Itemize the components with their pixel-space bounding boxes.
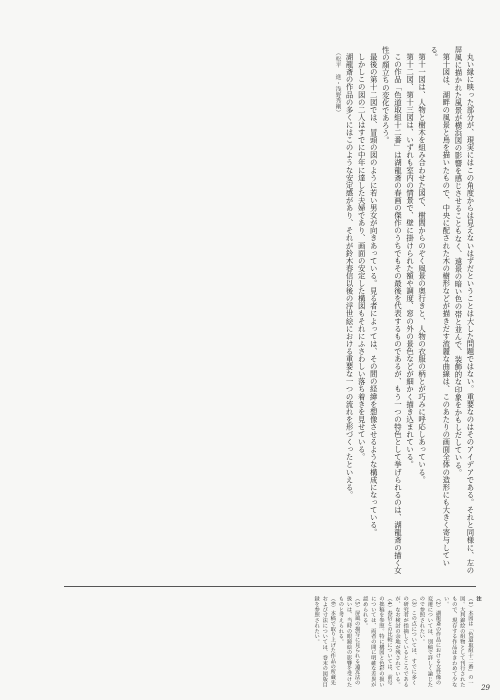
note-item: （1）本図は「色道取組十二番」の一図。大判錦絵の組物として刊行されたもので、現存する作品はきわめて少ない。 [442, 596, 473, 687]
note-item: （5）屏風の描写に見られる遠近法の扱いは、当時の眼鏡絵の影響を受けたものと考えられる。 [337, 596, 360, 687]
article-paragraph: 第十二図、第十三図は、いずれも室内の情景で、壁に掛けられた額や調度、窓の外の景色などが細かく描き込まれている。 [405, 53, 415, 469]
article-paragraph: 丸い縁に映った部分が、現実にはこの角度からは見えないはずだということは大した問題ではない。重要なのはそのアイデアである。それと同様に、左の屏風に描かれた風景が横浜図の影響を感じさせることもなく、遠景の暗い色の帯と並んで、装飾的な印象をかもしだしている。 [453, 46, 475, 575]
article-paragraph: しかしこの図の二人はすでに中年に達した夫婦であり、画面の安定した構図もそれにふさわしい落ち着きを見せている。 [357, 53, 367, 462]
article-paragraph: この作品「色道取組十二番」は湖龍斎の春画の傑作のうちでもその最後を代表するものであるが、もう一つの特色として挙げられるのは、湖龍斎の描く女性の顔立ちの変化であろう。 [381, 46, 403, 575]
article-paragraph: 第十一図は、人物と樹木を組み合わせた図で、樹間からのぞく風景の奥行きと、人物の衣服の柄とが巧みに呼応しあっている。 [417, 53, 427, 484]
page-number: 29 [481, 684, 490, 692]
article-paragraph: 湖龍斎の作品の多くにはこのような安定感があり、それが鈴木春信以後の浮世絵における重要な一つの流れを形づくったといえる。 [345, 53, 355, 499]
note-item: （2）湖龍斎の作品における女性像の変遷については、別稿で詳しく論じたので参照されたい。 [418, 596, 441, 687]
article-paragraph: 第十図は、湖畔の風景と鳥を描いたもので、中央に配された木の樹形などが描きだす流麗な曲線は、このあたりの画面全体の造形にも大きく寄与している。 [429, 46, 451, 567]
note-item: （4）春信との比較については、前号の拙稿を参照。特に構図と色彩の扱いについては、両者の間に明確な差異が認められる。 [361, 596, 392, 687]
note-item: （3）この点については、すでに多くの研究者が指摘しているところであるが、なお検討の余地が残されている。 [394, 596, 417, 687]
section-divider [64, 586, 476, 587]
notes-section [64, 596, 482, 688]
article-paragraph: 最後の第十二図では、冒頭の図のように若い男女が向きあっている。見る者によっては、その間の経緯を想像させるような構成になっている。 [369, 53, 379, 537]
article-body [64, 46, 476, 576]
notes-heading: 注 [475, 596, 481, 602]
note-item: （6）本稿で取り上げた作品の所蔵先および寸法については、巻末の図版目録を参照されたい。 [313, 596, 336, 687]
author-credit: （松平 進・浅野秀剛） [333, 50, 340, 116]
